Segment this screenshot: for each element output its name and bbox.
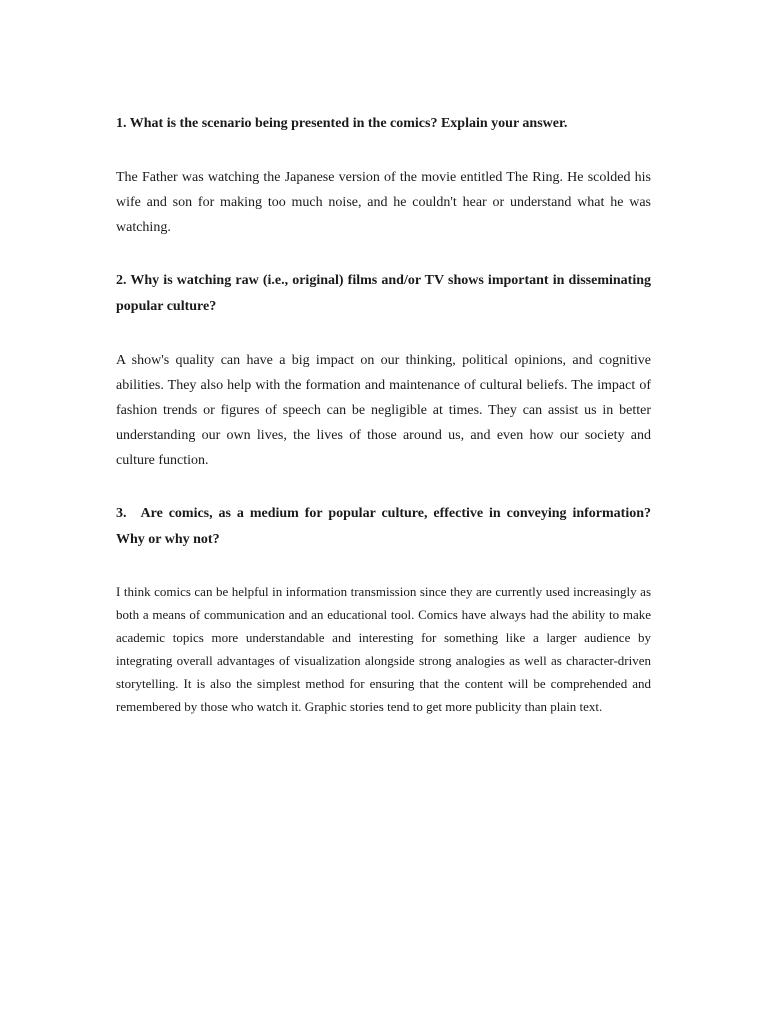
question-3-number: 3.	[116, 506, 127, 521]
question-2: 2. Why is watching raw (i.e., original) films and/or TV shows important in disseminating popular culture?	[116, 273, 651, 314]
answer-2: A show's quality can have a big impact on our thinking, political opinions, and cognitive abilities. They also help with the formation and maintenance of cultural beliefs. The impact of fashion trends or figures of speech can be negligible at times. They can assist us in better understanding our own lives, the lives of those around us, and even how our society and culture function.	[116, 353, 651, 468]
document-page	[116, 111, 651, 718]
question-3	[116, 501, 651, 553]
answer-3: I think comics can be helpful in information transmission since they are currently used increasingly as both a means of communication and an educational tool. Comics have always had the ability to make academic topics more understandable and interesting for something like a larger audience by integrating overall advantages of visualization alongside strong analogies as well as character-driven storytelling. It is also the simplest method for ensuring that the content will be comprehended and remembered by those who watch it. Graphic stories tend to get more publicity than plain text.	[116, 584, 651, 714]
question-1: 1. What is the scenario being presented in the comics? Explain your answer.	[116, 116, 568, 131]
answer-1: The Father was watching the Japanese version of the movie entitled The Ring. He scolded his wife and son for making too much noise, and he couldn't hear or understand what he was watching.	[116, 170, 651, 235]
question-3-text: Are comics, as a medium for popular culture, effective in conveying information? Why or why not?	[116, 506, 651, 547]
